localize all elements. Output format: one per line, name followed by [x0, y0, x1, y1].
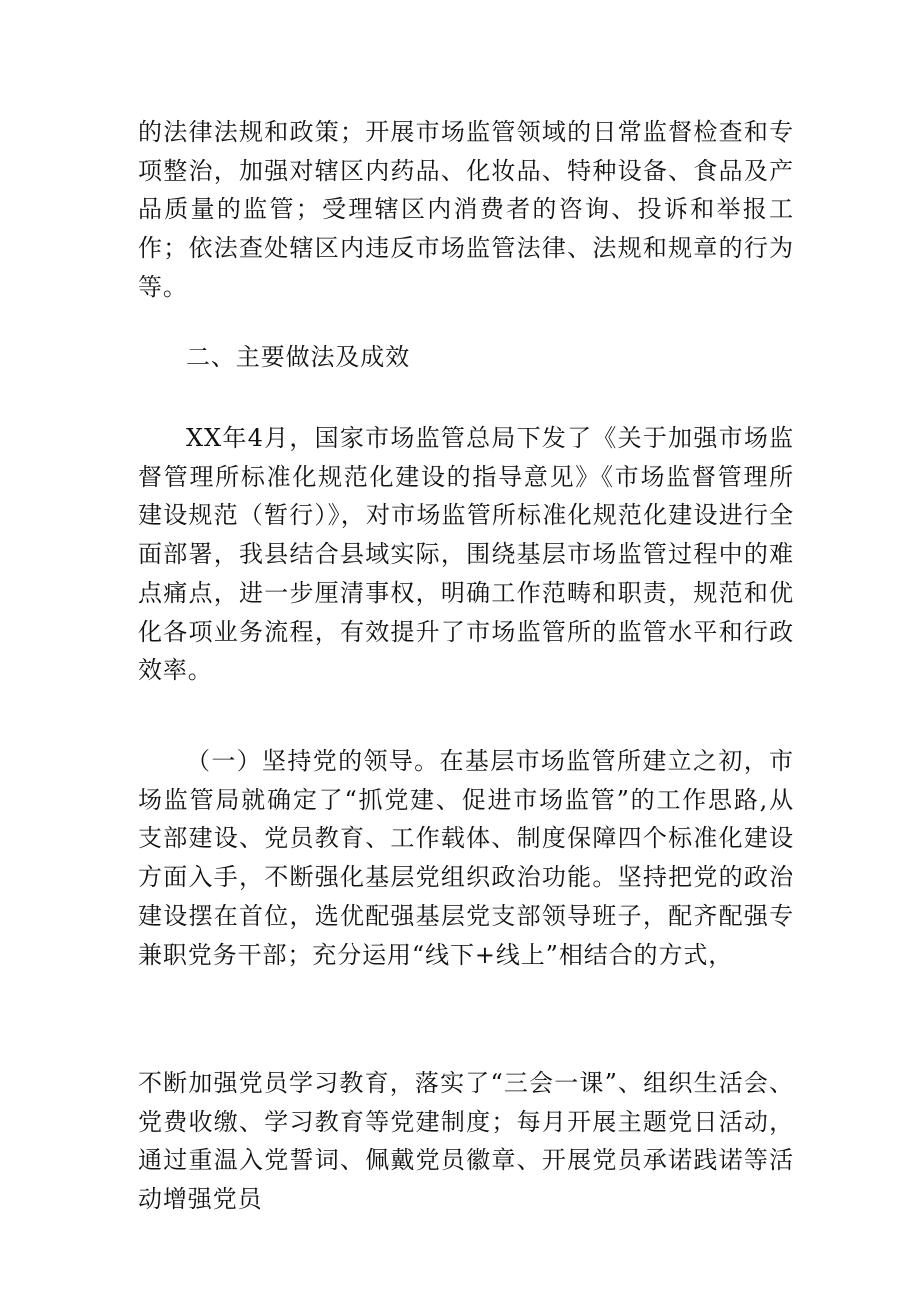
paragraph-party-education: 不断加强党员学习教育，落实了“三会一课”、组织生活会、党费收缴、学习教育等党建制度；每月开展主题党日活动，通过重温入党誓词、佩戴党员徽章、开展党员承诺践诺等活动增强党员 — [138, 1069, 794, 1214]
paragraph-background: XX年4月，国家市场监管总局下发了《关于加强市场监督管理所标准化规范化建设的指导意见》《市场监督管理所建设规范（暂行）》，对市场监管所标准化规范化建设进行全面部署，我县结合县域实际，围绕基层市场监管过程中的难点痛点，进一步厘清事权，明确工作范畴和职责，规范和优化各项业务流程，有效提升了市场监管所的监管水平和行政效率。 — [138, 424, 794, 685]
paragraph-duties-continued: 的法律法规和政策；开展市场监管领域的日常监督检查和专项整治，加强对辖区内药品、化妆品、特种设备、食品及产品质量的监管；受理辖区内消费者的咨询、投诉和举报工作；依法查处辖区内违反市场监管法律、法规和规章的行为等。 — [138, 118, 794, 301]
section-heading-main-practices: 二、主要做法及成效 — [186, 343, 411, 371]
paragraph-party-leadership: （一）坚持党的领导。在基层市场监管所建立之初，市场监管局就确定了“抓党建、促进市场监管”的工作思路,从支部建设、党员教育、工作载体、制度保障四个标准化建设方面入手，不断强化基层党组织政治功能。坚持把党的政治建设摆在首位，选优配强基层党支部领导班子，配齐配强专兼职党务干部；充分运用“线下+线上”相结合的方式， — [138, 747, 794, 969]
